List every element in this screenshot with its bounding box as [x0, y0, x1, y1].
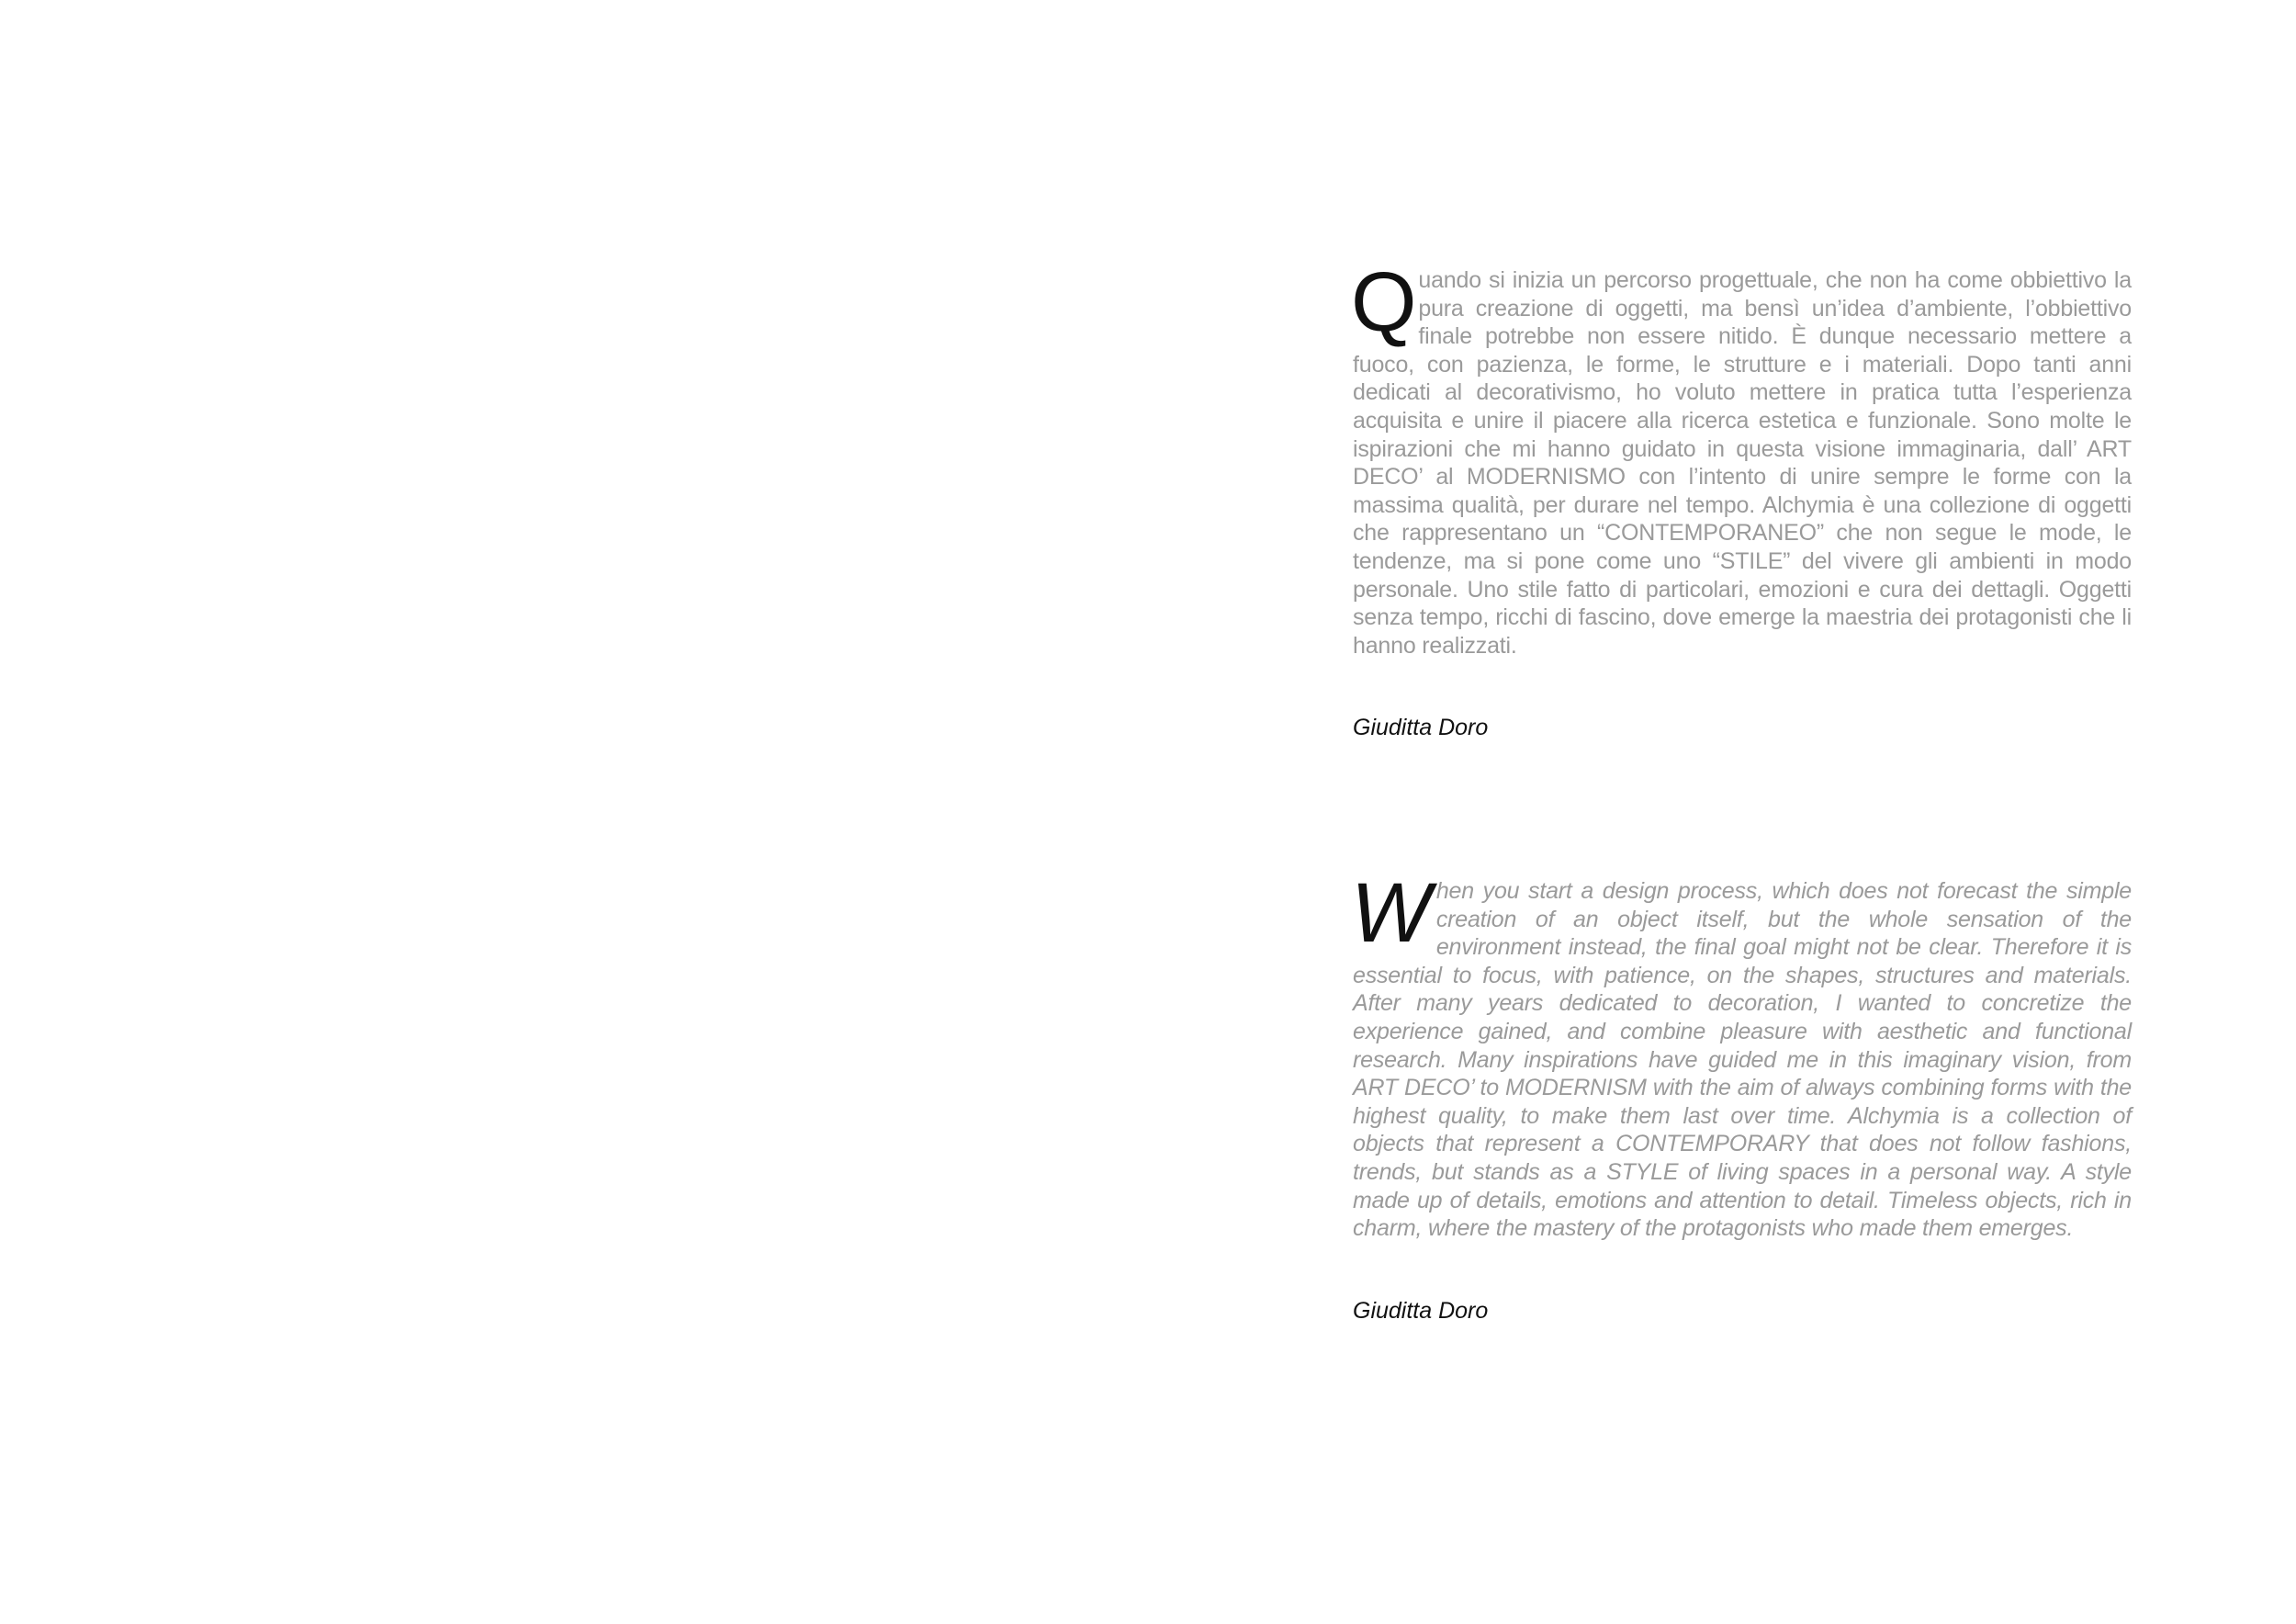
english-dropcap: W — [1351, 866, 1425, 960]
italian-signature: Giuditta Doro — [1353, 715, 1489, 741]
english-intro-text — [1351, 866, 2132, 1243]
italian-dropcap: Q — [1351, 255, 1417, 349]
italian-intro-text — [1351, 255, 2132, 660]
english-paragraph: hen you start a design process, which does not forecast the simple creation of an object itself, but the whole sensation of the environment instead, the final goal might not be clear. Therefore it is essential to focus, with patience, on the shapes, structures and materials. After many years dedicated to decoration, I wanted to concretize the experience gained, and combine pleasure with aesthetic and functional research. Many inspirations have guided me in this imaginary vision, from ART DECO’ to MODERNISM with the aim of always combining forms with the highest quality, to make them last over time. Alchymia is a collection of objects that represent a CONTEMPORARY that does not follow fashions, trends, but stands as a STYLE of living spaces in a personal way. A style made up of details, emotions and attention to detail. Timeless objects, rich in charm, where the mastery of the protagonists who made them emerges. — [1353, 878, 2132, 1242]
italian-paragraph: uando si inizia un percorso progettuale, che non ha come obbiettivo la pura creazione di oggetti, ma bensì un’idea d’ambiente, l’obbiettivo finale potrebbe non essere nitido. È dunque necessario mettere a fuoco, con pazienza, le forme, le strutture e i materiali. Dopo tanti anni dedicati al decorativismo, ho voluto mettere in pratica tutta l’esperienza acquisita e unire il piacere alla ricerca estetica e funzionale. Sono molte le ispirazioni che mi hanno guidato in questa visione immaginaria, dall’ ART DECO’ al MODERNISMO con l’intento di unire sempre le forme con la massima qualità, per durare nel tempo. Alchymia è una collezione di oggetti che rappresentano un “CONTEMPORANEO” che non segue le mode, le tendenze, ma si pone come uno “STILE” del vivere gli ambienti in modo personale. Uno stile fatto di particolari, emozioni e cura dei dettagli. Oggetti senza tempo, ricchi di fascino, dove emerge la maestria dei protagonisti che li hanno realizzati. — [1353, 267, 2132, 659]
english-intro-block — [1351, 866, 2132, 1325]
italian-intro-block — [1351, 255, 2132, 741]
english-signature: Giuditta Doro — [1353, 1297, 1489, 1324]
